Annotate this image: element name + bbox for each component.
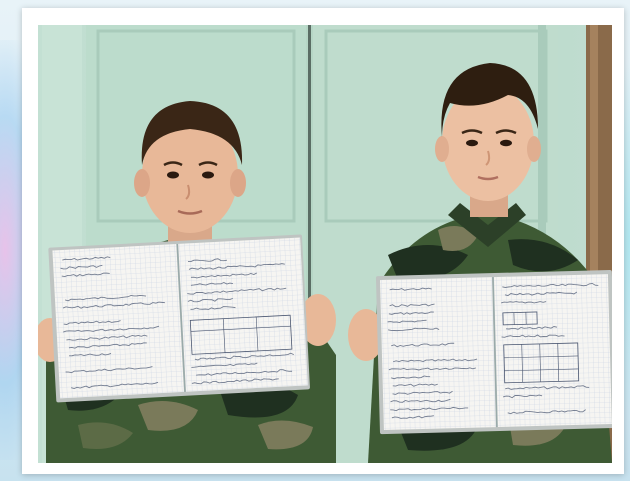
classroom-photo (38, 25, 612, 463)
photo-scene (38, 25, 612, 463)
notebook-left (48, 234, 310, 402)
notebook-right (376, 270, 612, 434)
photo-frame (22, 8, 624, 474)
